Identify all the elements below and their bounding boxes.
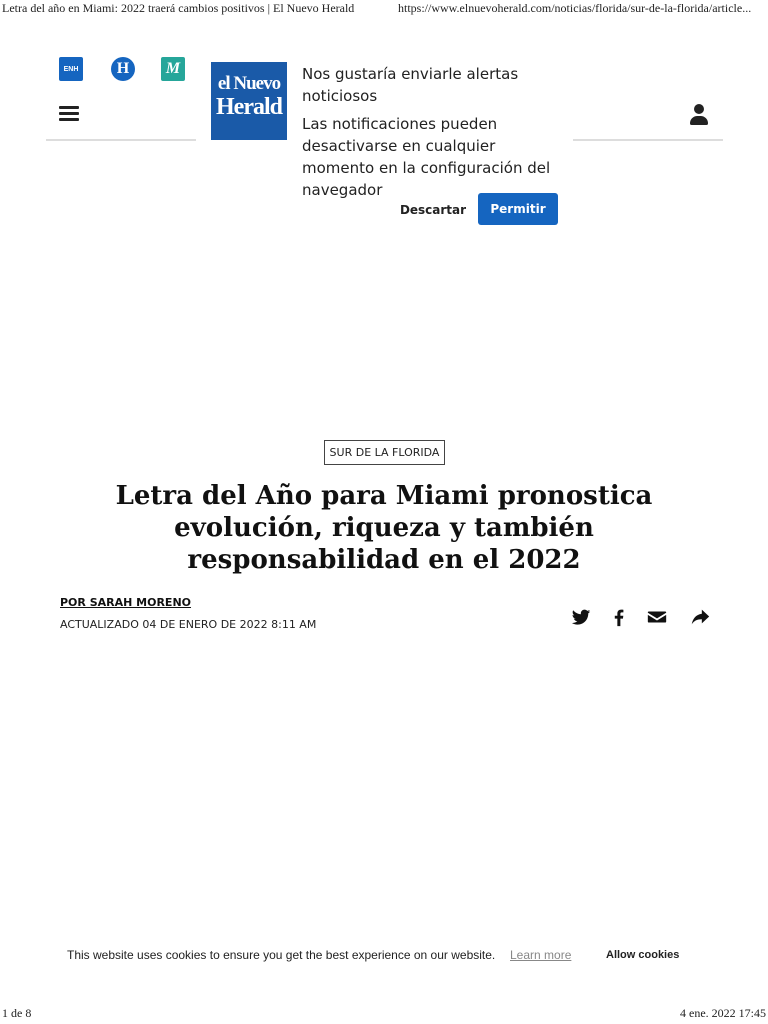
user-icon-body xyxy=(690,116,708,125)
allow-cookies-button[interactable]: Allow cookies xyxy=(598,942,687,968)
print-page-number: 1 de 8 xyxy=(2,1006,32,1020)
email-icon[interactable] xyxy=(646,606,668,628)
menu-icon-bar xyxy=(59,106,79,109)
notification-message: Nos gustaría enviarle alertas noticiosos xyxy=(302,65,519,105)
twitter-icon[interactable] xyxy=(570,606,592,628)
cookie-message: This website uses cookies to ensure you get the best experience on our website. xyxy=(67,948,496,962)
print-header xyxy=(0,0,768,20)
logo-line-2: Herald xyxy=(216,94,282,120)
author-byline-link[interactable]: POR SARAH MORENO xyxy=(60,596,192,609)
mundo-brand-icon[interactable]: M xyxy=(161,57,185,81)
article-updated-timestamp: ACTUALIZADO 04 DE ENERO DE 2022 8:11 AM xyxy=(60,618,317,631)
notification-note: Las notificaciones pueden desactivarse en cualquier momento en la configuración del navegador xyxy=(302,115,551,199)
menu-icon[interactable] xyxy=(59,106,79,122)
header-divider xyxy=(573,139,723,141)
section-tag-link[interactable]: SUR DE LA FLORIDA xyxy=(324,440,445,465)
print-footer xyxy=(0,1004,768,1024)
menu-icon-bar xyxy=(59,118,79,121)
print-page-url: https://www.elnuevoherald.com/noticias/florida/sur-de-la-florida/article... xyxy=(398,1,752,15)
logo-line-1: el Nuevo xyxy=(217,73,281,94)
header-divider xyxy=(46,139,196,141)
herald-brand-icon[interactable]: H xyxy=(111,57,135,81)
forward-icon[interactable] xyxy=(689,606,711,628)
print-page-title: Letra del año en Miami: 2022 traerá cambios positivos | El Nuevo Herald xyxy=(2,1,355,15)
enh-brand-icon[interactable]: ENH xyxy=(59,57,83,81)
dismiss-notifications-button[interactable]: Descartar xyxy=(395,197,471,223)
article-headline: Letra del Año para Miami pronostica evolución, riqueza y también responsabilidad en el 2022 xyxy=(115,481,653,575)
print-date: 4 ene. 2022 17:45 xyxy=(680,1006,766,1020)
menu-icon-bar xyxy=(59,112,79,115)
cookie-learn-more-link[interactable]: Learn more xyxy=(510,948,572,962)
user-icon-head xyxy=(694,104,704,114)
el-nuevo-herald-logo xyxy=(211,62,287,140)
facebook-icon[interactable] xyxy=(608,606,630,628)
user-account-icon[interactable] xyxy=(689,104,709,126)
cookie-consent-bar xyxy=(0,940,768,970)
allow-notifications-button[interactable]: Permitir xyxy=(478,193,558,225)
